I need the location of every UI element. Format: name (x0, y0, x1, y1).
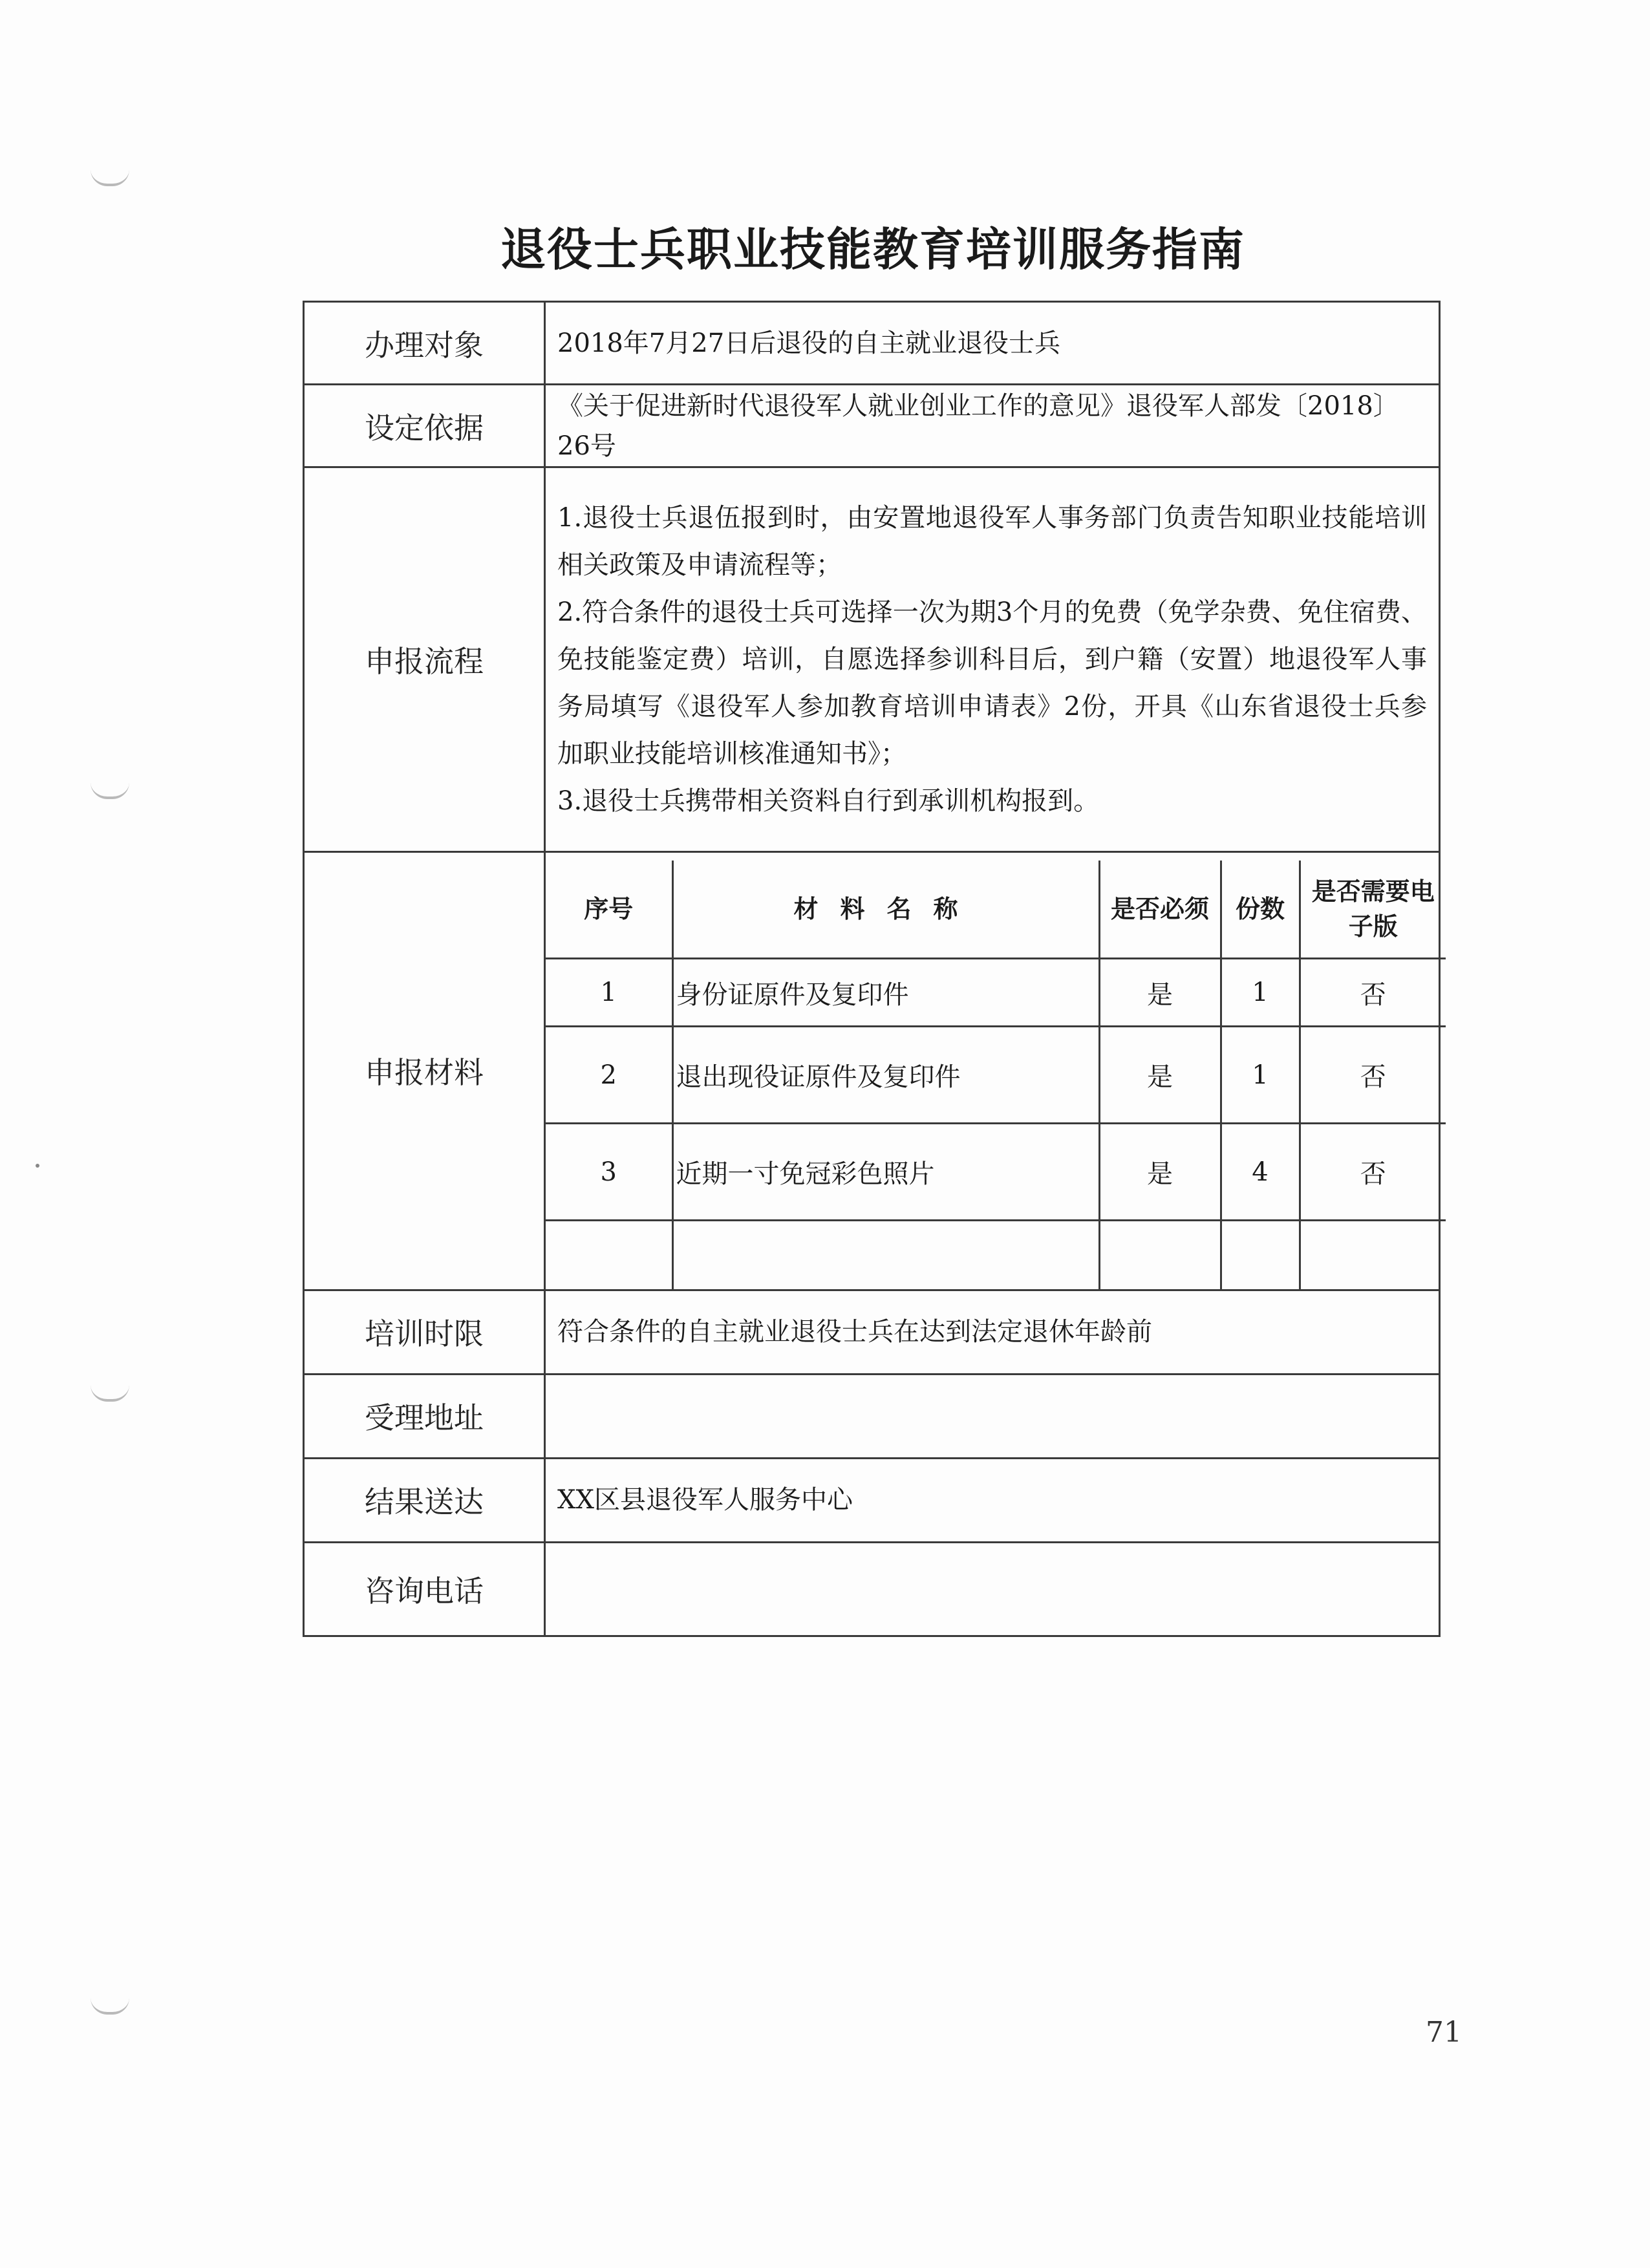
material-copies: 4 (1221, 1124, 1300, 1221)
scan-mark (91, 1385, 129, 1402)
row-phone (304, 1542, 1440, 1636)
row-materials (304, 852, 1440, 1290)
phone-value (545, 1542, 1440, 1636)
scan-speck (36, 1164, 39, 1168)
header-no: 序号 (546, 861, 672, 959)
target-value: 2018年7月27日后退役的自主就业退役士兵 (545, 302, 1440, 385)
address-value (545, 1374, 1440, 1458)
material-no: 1 (546, 959, 672, 1027)
material-copies: 1 (1221, 1027, 1300, 1124)
process-label: 申报流程 (304, 467, 545, 852)
row-target (304, 302, 1440, 385)
row-period (304, 1290, 1440, 1374)
material-name: 身份证原件及复印件 (672, 959, 1099, 1027)
material-required: 是 (1099, 959, 1221, 1027)
target-label: 办理对象 (304, 302, 545, 385)
materials-cell (545, 852, 1440, 1290)
table-row (546, 959, 1446, 1027)
delivery-label: 结果送达 (304, 1458, 545, 1542)
scan-mark (91, 1998, 129, 2015)
process-step: 3.退役士兵携带相关资料自行到承训机构报到。 (557, 786, 1100, 816)
material-no: 2 (546, 1027, 672, 1124)
empty-table-row (546, 1221, 1446, 1289)
basis-value: 《关于促进新时代退役军人就业创业工作的意见》退役军人部发〔2018〕26号 (545, 385, 1440, 467)
material-name: 近期一寸免冠彩色照片 (672, 1124, 1099, 1221)
process-step: 1.退役士兵退伍报到时，由安置地退役军人事务部门负责告知职业技能培训相关政策及申请流程等； (557, 502, 1427, 580)
materials-label: 申报材料 (304, 852, 545, 1290)
basis-label: 设定依据 (304, 385, 545, 467)
period-label: 培训时限 (304, 1290, 545, 1374)
process-step: 2.符合条件的退役士兵可选择一次为期3个月的免费（免学杂费、免住宿费、免技能鉴定费）培训，自愿选择参训科目后，到户籍（安置）地退役军人事务局填写《退役军人参加教育培训申请表》2份，开具《山东省退役士兵参加职业技能培训核准通知书》； (557, 597, 1427, 769)
process-steps (545, 467, 1440, 852)
row-process (304, 467, 1440, 852)
page-number: 71 (1426, 2016, 1462, 2049)
material-electronic: 否 (1300, 959, 1446, 1027)
material-no: 3 (546, 1124, 672, 1221)
service-guide-table (303, 301, 1441, 1637)
material-name: 退出现役证原件及复印件 (672, 1027, 1099, 1124)
header-name: 材料名称 (672, 861, 1099, 959)
phone-label: 咨询电话 (304, 1542, 545, 1636)
header-electronic: 是否需要电子版 (1300, 861, 1446, 959)
row-delivery (304, 1458, 1440, 1542)
material-electronic: 否 (1300, 1027, 1446, 1124)
scan-mark (91, 169, 129, 186)
scan-mark (91, 782, 129, 799)
address-label: 受理地址 (304, 1374, 545, 1458)
row-basis (304, 385, 1440, 467)
table-row (546, 1027, 1446, 1124)
material-required: 是 (1099, 1124, 1221, 1221)
period-value: 符合条件的自主就业退役士兵在达到法定退休年龄前 (545, 1290, 1440, 1374)
delivery-value: XX区县退役军人服务中心 (545, 1458, 1440, 1542)
materials-table (546, 861, 1446, 1289)
material-electronic: 否 (1300, 1124, 1446, 1221)
material-copies: 1 (1221, 959, 1300, 1027)
materials-header-row (546, 861, 1446, 959)
header-required: 是否必须 (1099, 861, 1221, 959)
header-copies: 份数 (1221, 861, 1300, 959)
row-address (304, 1374, 1440, 1458)
material-required: 是 (1099, 1027, 1221, 1124)
table-row (546, 1124, 1446, 1221)
document-title: 退役士兵职业技能教育培训服务指南 (500, 223, 1245, 276)
